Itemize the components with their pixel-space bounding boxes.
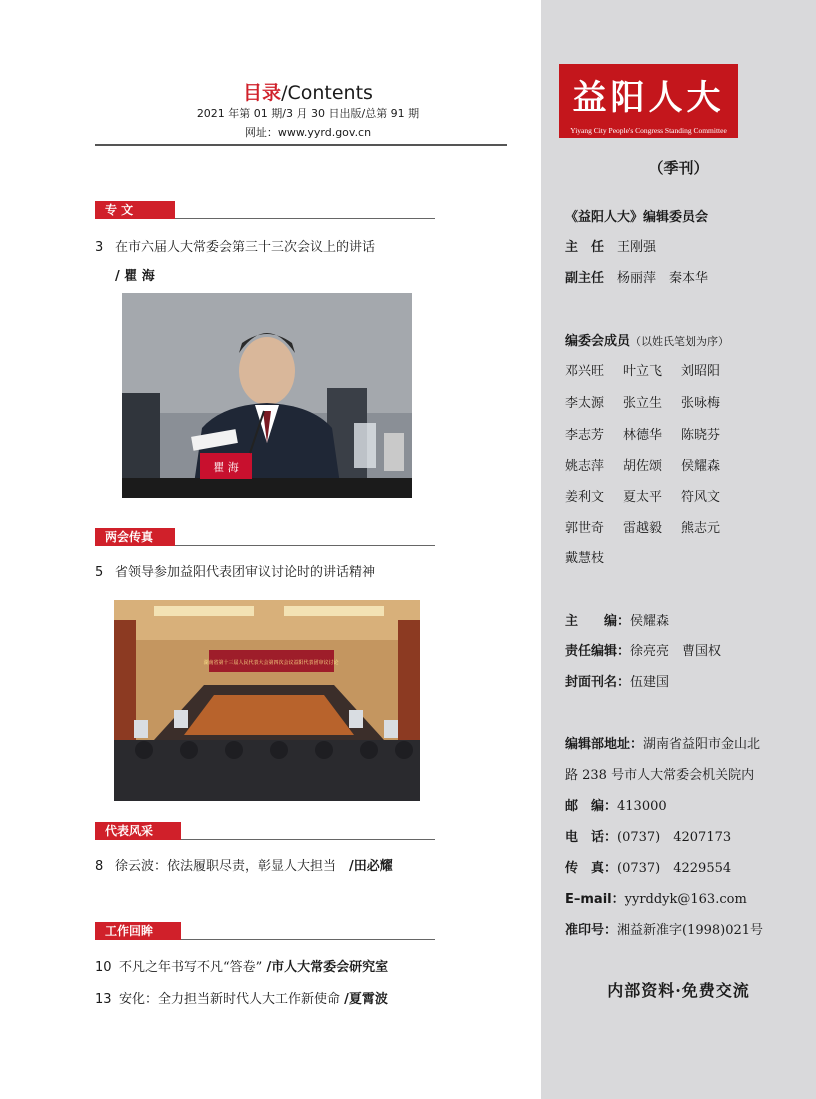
deputy-row xyxy=(565,267,708,286)
member-name: 刘昭阳 xyxy=(681,364,721,379)
member-name: 陈晓芬 xyxy=(681,428,721,443)
resp-editor: 徐亮亮 曹国权 xyxy=(630,644,722,659)
member-name: 郭世奇 xyxy=(565,521,605,536)
director-label: 主 任 xyxy=(565,240,605,255)
member-name: 侯耀森 xyxy=(681,459,721,474)
toc-entry[interactable] xyxy=(95,988,388,1007)
fax-row xyxy=(565,857,731,876)
member-row xyxy=(565,517,739,536)
logo-subtitle: Yiyang City People's Congress Standing Committee xyxy=(559,126,738,135)
title-en: /Contents xyxy=(281,82,373,104)
phone-label: 电 话： xyxy=(565,830,618,845)
address-line1: 湖南省益阳市金山北 xyxy=(643,737,761,752)
page-number: 10 xyxy=(95,960,112,975)
section-label: 两会传真 xyxy=(95,528,175,546)
member-name: 李太源 xyxy=(565,396,605,411)
director-row xyxy=(565,236,656,255)
meeting-photo xyxy=(114,600,420,801)
postcode: 413000 xyxy=(617,799,667,814)
meeting-illustration xyxy=(114,600,420,801)
section-label: 代表风采 xyxy=(95,822,181,840)
members-header xyxy=(565,330,729,349)
postcode-label: 邮 编： xyxy=(565,799,618,814)
member-row xyxy=(565,455,739,474)
address-label: 编辑部地址： xyxy=(565,737,644,752)
magazine-logo xyxy=(559,64,738,138)
member-name: 雷越毅 xyxy=(623,521,663,536)
permit: 湘益新准字(1998)021号 xyxy=(617,923,764,938)
member-row xyxy=(565,486,739,505)
toc-entry[interactable] xyxy=(95,855,393,874)
member-name: 夏太平 xyxy=(623,490,663,505)
postcode-row xyxy=(565,795,667,814)
resp-editor-row xyxy=(565,640,721,659)
member-name: 叶立飞 xyxy=(623,364,663,379)
member-row xyxy=(565,424,739,443)
entry-author: /田必耀 xyxy=(349,859,393,874)
address-line2: 路 238 号市人大常委会机关院内 xyxy=(565,768,755,783)
frequency: （季刊） xyxy=(648,159,709,177)
address-row xyxy=(565,733,760,752)
speech-photo xyxy=(122,293,412,498)
member-name: 张咏梅 xyxy=(681,396,721,411)
member-name: 邓兴旺 xyxy=(565,364,605,379)
member-name: 李志芳 xyxy=(565,428,605,443)
fax: (0737) 4229554 xyxy=(617,861,732,876)
section-rule xyxy=(181,939,435,940)
toc-entry[interactable] xyxy=(95,236,375,255)
section-rule xyxy=(181,839,435,840)
email-row xyxy=(565,888,747,907)
entry-author: /夏霄波 xyxy=(344,992,388,1007)
section-rule xyxy=(175,545,435,546)
section-label: 专 文 xyxy=(95,201,175,219)
meeting-banner: 湖南省第十三届人民代表大会第四次会议益阳代表团审议讨论 xyxy=(203,660,339,666)
cover-row xyxy=(565,671,669,690)
page-title xyxy=(0,78,616,105)
section-rule xyxy=(175,218,435,219)
page-number: 5 xyxy=(95,565,104,580)
phone-row xyxy=(565,826,731,845)
permit-label: 准印号： xyxy=(565,923,618,938)
entry-title: 安化：全力担当新时代人大工作新使命 xyxy=(119,992,341,1007)
member-name: 姚志萍 xyxy=(565,459,605,474)
chief-editor: 侯耀森 xyxy=(630,614,670,629)
issue-info: 2021 年第 01 期/3 月 30 日出版/总第 91 期 xyxy=(196,107,420,120)
chief-editor-label: 主 编： xyxy=(565,614,631,629)
chief-editor-row xyxy=(565,610,669,629)
cover-name: 伍建国 xyxy=(630,675,670,690)
member-row xyxy=(565,547,623,566)
email-label: E–mail： xyxy=(565,892,625,907)
member-row xyxy=(565,392,739,411)
director-name: 王刚强 xyxy=(617,240,657,255)
speaker-illustration xyxy=(122,293,412,498)
entry-title: 省领导参加益阳代表团审议讨论时的讲话精神 xyxy=(115,565,376,580)
deputy-label: 副主任 xyxy=(565,271,605,286)
toc-entry[interactable] xyxy=(95,956,388,975)
member-name: 张立生 xyxy=(623,396,663,411)
toc-entry[interactable] xyxy=(95,561,375,580)
member-name: 姜利文 xyxy=(565,490,605,505)
member-row xyxy=(565,360,739,379)
committee-title: 《益阳人大》编辑委员会 xyxy=(565,210,709,225)
member-name: 符风文 xyxy=(681,490,721,505)
website: 网址：www.yyrd.gov.cn xyxy=(244,126,372,139)
section-label: 工作回眸 xyxy=(95,922,181,940)
logo-text: 益阳人大 xyxy=(572,78,725,118)
entry-author: / 瞿 海 xyxy=(115,269,155,284)
address-row-2 xyxy=(565,764,754,783)
entry-title: 徐云波：依法履职尽责，彰显人大担当 xyxy=(115,859,337,874)
entry-author: /市人大常委会研究室 xyxy=(266,960,389,975)
member-name: 熊志元 xyxy=(681,521,721,536)
title-cn: 目录 xyxy=(243,82,282,104)
entry-title: 在市六届人大常委会第三十三次会议上的讲话 xyxy=(115,240,376,255)
page-number: 8 xyxy=(95,859,104,874)
fax-label: 传 真： xyxy=(565,861,618,876)
email-link[interactable]: yyrddyk@163.com xyxy=(624,892,747,907)
member-name: 胡佐颂 xyxy=(623,459,663,474)
resp-editor-label: 责任编辑： xyxy=(565,644,631,659)
page-number: 13 xyxy=(95,992,112,1007)
cover-label: 封面刊名： xyxy=(565,675,631,690)
phone: (0737) 4207173 xyxy=(617,830,732,845)
name-plate: 瞿 海 xyxy=(213,461,239,474)
deputy-names: 杨丽萍 秦本华 xyxy=(617,271,709,286)
page-number: 3 xyxy=(95,240,104,255)
member-name: 戴慧枝 xyxy=(565,551,605,566)
permit-row xyxy=(565,919,763,938)
member-name: 林德华 xyxy=(623,428,663,443)
members-note: （以姓氏笔划为序） xyxy=(630,335,730,348)
divider xyxy=(95,144,507,146)
members-label: 编委会成员 xyxy=(565,334,631,349)
distribution-note: 内部资料·免费交流 xyxy=(607,981,750,1000)
entry-title: 不凡之年书写不凡“答卷” xyxy=(119,960,263,975)
